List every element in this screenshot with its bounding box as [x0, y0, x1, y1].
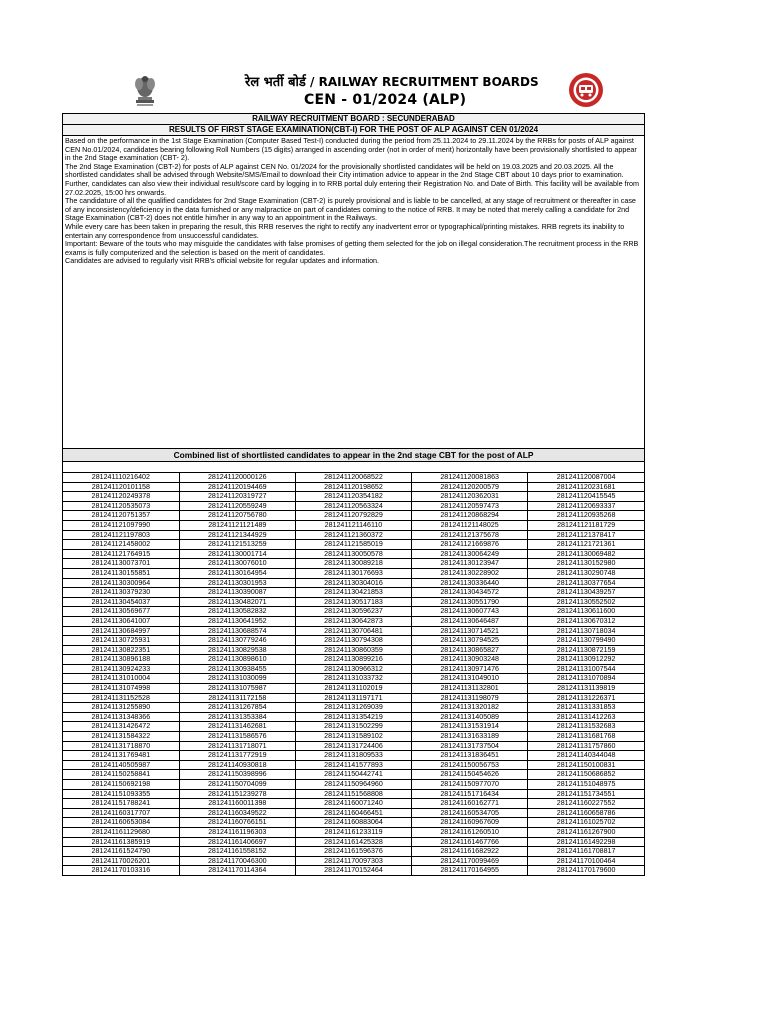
english-title: / RAILWAY RECRUITMENT BOARDS — [305, 75, 539, 89]
roll-number-cell: 281241130596237 — [295, 607, 411, 617]
roll-number-cell: 281241130971476 — [412, 664, 528, 674]
roll-number-cell: 281241131405089 — [412, 712, 528, 722]
roll-number-cell: 281241130860359 — [295, 645, 411, 655]
roll-number-cell: 281241130898610 — [179, 655, 295, 665]
roll-number-cell: 281241130684997 — [63, 626, 179, 636]
table-row — [63, 511, 644, 521]
roll-number-cell: 281241130176693 — [295, 568, 411, 578]
roll-number-cell: 281241130966312 — [295, 664, 411, 674]
roll-number-cell: 281241130725931 — [63, 636, 179, 646]
notice-paragraph: The candidature of all the qualified candidates for 2nd Stage Examination (CBT-2) is purely provisional and is liable to be cancelled, at any stage of recruitment or thereafter in case of any inconsistency/deficiency in the data furnished or any malpractice on part of candidates coming to the notice of RRB. It may be noted that merely calling a candidate for 2nd Stage Examination (CBT-2) does not entitle him/her in any way to an appointment in the Railways. — [65, 196, 636, 223]
roll-number-cell: 281241131836451 — [412, 751, 528, 761]
table-row — [63, 760, 644, 770]
roll-number-cell: 281241150258841 — [63, 770, 179, 780]
roll-number-cell: 281241131132801 — [412, 684, 528, 694]
national-emblem-icon — [130, 70, 160, 108]
roll-number-cell: 281241130582832 — [179, 607, 295, 617]
roll-number-cell: 281241131681768 — [528, 732, 644, 742]
roll-number-cell: 281241160658786 — [528, 808, 644, 818]
roll-number-cell: 281241130641007 — [63, 616, 179, 626]
roll-number-cell: 281241130454037 — [63, 597, 179, 607]
table-row — [63, 492, 644, 502]
roll-number-cell: 281241170046300 — [179, 856, 295, 866]
roll-number-cell: 281241150686852 — [528, 770, 644, 780]
indian-railways-logo-icon — [568, 72, 604, 108]
roll-number-table — [63, 473, 644, 875]
roll-number-cell: 281241131354219 — [295, 712, 411, 722]
blank-row — [63, 462, 644, 473]
roll-number-cell: 281241130794525 — [412, 636, 528, 646]
roll-number-cell: 281241131772919 — [179, 751, 295, 761]
notice-paragraph: While every care has been taken in preparing the result, this RRB reserves the right to rectify any inadvertent error or typographical/printing mistakes. RRB regrets its inability to entertain any correspondence from unsuccessful candidates. — [65, 221, 625, 240]
roll-number-cell: 281241131331853 — [528, 703, 644, 713]
table-row — [63, 837, 644, 847]
roll-number-cell: 281241121375678 — [412, 530, 528, 540]
roll-number-cell: 281241131589102 — [295, 732, 411, 742]
table-row — [63, 530, 644, 540]
table-row — [63, 626, 644, 636]
roll-number-cell: 281241131348366 — [63, 712, 179, 722]
roll-number-cell: 281241131737504 — [412, 741, 528, 751]
roll-number-cell: 281241121513259 — [179, 540, 295, 550]
roll-number-cell: 281241121121489 — [179, 520, 295, 530]
roll-number-cell: 281241130050578 — [295, 549, 411, 559]
table-row — [63, 520, 644, 530]
roll-number-cell: 281241130779246 — [179, 636, 295, 646]
roll-number-cell: 281241130924233 — [63, 664, 179, 674]
roll-number-cell: 281241160349522 — [179, 808, 295, 818]
roll-number-cell: 281241130069482 — [528, 549, 644, 559]
roll-number-cell: 281241130896188 — [63, 655, 179, 665]
roll-number-cell: 281241131010004 — [63, 674, 179, 684]
roll-number-cell: 281241121458002 — [63, 540, 179, 550]
table-row — [63, 645, 644, 655]
roll-number-cell: 281241161596376 — [295, 847, 411, 857]
roll-number-cell: 281241161196303 — [179, 827, 295, 837]
roll-number-cell: 281241130903248 — [412, 655, 528, 665]
roll-number-cell: 281241130228902 — [412, 568, 528, 578]
roll-number-cell: 281241131198079 — [412, 693, 528, 703]
table-row — [63, 636, 644, 646]
table-row — [63, 751, 644, 761]
notice-paragraph: The 2nd Stage Examination (CBT-2) for posts of ALP against CEN No. 01/2024 for the provisionally shortlisted candidates will be held on 19.03.2025 and 20.03.2025. All the shortlisted candidates shall be advised through Website/SMS/Email to download their City intimation advice to appear in the 2nd Stage CBT about 10 days prior to examination. — [65, 161, 624, 180]
roll-number-cell: 281241120362031 — [412, 492, 528, 502]
roll-number-cell: 281241130439257 — [528, 588, 644, 598]
roll-number-cell: 281241130642873 — [295, 616, 411, 626]
roll-number-cell: 281241130641952 — [179, 616, 295, 626]
roll-number-cell: 281241140344048 — [528, 751, 644, 761]
roll-number-cell: 281241121669876 — [412, 540, 528, 550]
table-row — [63, 789, 644, 799]
roll-number-cell: 281241121097990 — [63, 520, 179, 530]
roll-number-cell: 281241131033732 — [295, 674, 411, 684]
roll-number-cell: 281241131152528 — [63, 693, 179, 703]
notice-paragraph: Important: Beware of the touts who may misguide the candidates with false promises of getting them selected for the job on illegal consideration.The recruitment process in the RRB exams is fully computerized and the selection is based on the merit of candidates. — [65, 239, 639, 257]
roll-number-cell: 281241141577893 — [295, 760, 411, 770]
roll-number-cell: 281241150454626 — [412, 770, 528, 780]
roll-number-cell: 281241161385919 — [63, 837, 179, 847]
roll-number-cell: 281241150442741 — [295, 770, 411, 780]
roll-number-cell: 281241130379230 — [63, 588, 179, 598]
table-row — [63, 549, 644, 559]
roll-number-cell: 281241121148025 — [412, 520, 528, 530]
roll-number-cell: 281241131267854 — [179, 703, 295, 713]
roll-number-cell: 281241150704099 — [179, 780, 295, 790]
table-row — [63, 607, 644, 617]
hindi-title: रेल भर्ती बोर्ड — [245, 75, 306, 90]
table-row — [63, 655, 644, 665]
notice-paragraph: Further, candidates can also view their individual result/score card by logging in to RRB portal duly entering their Registration No. and Date of Birth. This facility will be available from 27.02.2025, 15:00 hrs onwards. — [65, 178, 639, 197]
roll-number-cell: 281241130899216 — [295, 655, 411, 665]
roll-number-cell: 281241131269039 — [295, 703, 411, 713]
table-row — [63, 847, 644, 857]
roll-number-cell: 281241151734551 — [528, 789, 644, 799]
roll-number-cell: 281241130799490 — [528, 636, 644, 646]
roll-number-cell: 281241170152464 — [295, 866, 411, 875]
roll-number-cell: 281241150692198 — [63, 780, 179, 790]
roll-number-cell: 281241130073701 — [63, 559, 179, 569]
table-row — [63, 693, 644, 703]
roll-number-cell: 281241130482071 — [179, 597, 295, 607]
roll-number-cell: 281241131532683 — [528, 722, 644, 732]
roll-number-cell: 281241150977070 — [412, 780, 528, 790]
roll-number-cell: 281241161708817 — [528, 847, 644, 857]
roll-number-cell: 281241130688574 — [179, 626, 295, 636]
roll-number-cell: 281241131255890 — [63, 703, 179, 713]
roll-number-cell: 281241161025702 — [528, 818, 644, 828]
roll-number-cell: 281241151093355 — [63, 789, 179, 799]
table-row — [63, 818, 644, 828]
roll-number-cell: 281241120081863 — [412, 473, 528, 482]
table-row — [63, 501, 644, 511]
roll-number-cell: 281241131586576 — [179, 732, 295, 742]
roll-number-cell: 281241120087004 — [528, 473, 644, 482]
roll-number-cell: 281241130714521 — [412, 626, 528, 636]
roll-number-cell: 281241131030099 — [179, 674, 295, 684]
roll-number-cell: 281241131633189 — [412, 732, 528, 742]
roll-number-cell: 281241121360372 — [295, 530, 411, 540]
roll-number-cell: 281241130552502 — [528, 597, 644, 607]
roll-number-cell: 281241161267900 — [528, 827, 644, 837]
table-row — [63, 722, 644, 732]
roll-number-cell: 281241131197171 — [295, 693, 411, 703]
table-row — [63, 482, 644, 492]
roll-number-cell: 281241140505987 — [63, 760, 179, 770]
table-row — [63, 780, 644, 790]
roll-number-cell: 281241131584322 — [63, 732, 179, 742]
table-row — [63, 808, 644, 818]
roll-number-cell: 281241130551790 — [412, 597, 528, 607]
roll-number-cell: 281241120249378 — [63, 492, 179, 502]
roll-number-cell: 281241150100831 — [528, 760, 644, 770]
roll-number-cell: 281241120535073 — [63, 501, 179, 511]
table-row — [63, 712, 644, 722]
roll-number-cell: 281241131102019 — [295, 684, 411, 694]
roll-number-cell: 281241130912292 — [528, 655, 644, 665]
rrb-title — [245, 72, 539, 90]
table-row — [63, 684, 644, 694]
roll-number-cell: 281241130569677 — [63, 607, 179, 617]
roll-number-cell: 281241130938455 — [179, 664, 295, 674]
table-row — [63, 770, 644, 780]
roll-number-cell: 281241130829538 — [179, 645, 295, 655]
roll-number-cell: 281241151568808 — [295, 789, 411, 799]
roll-number-cell: 281241131049010 — [412, 674, 528, 684]
roll-number-cell: 281241161524790 — [63, 847, 179, 857]
roll-number-cell: 281241131074998 — [63, 684, 179, 694]
notice-text — [63, 136, 644, 449]
roll-number-cell: 281241131769481 — [63, 751, 179, 761]
roll-number-cell: 281241120935268 — [528, 511, 644, 521]
roll-number-cell: 281241131172158 — [179, 693, 295, 703]
roll-number-cell: 281241161467766 — [412, 837, 528, 847]
roll-number-cell: 281241120693337 — [528, 501, 644, 511]
roll-number-cell: 281241130377654 — [528, 578, 644, 588]
roll-number-cell: 281241120194469 — [179, 482, 295, 492]
roll-number-cell: 281241130001714 — [179, 549, 295, 559]
roll-number-cell: 281241130872159 — [528, 645, 644, 655]
table-row — [63, 866, 644, 875]
notice-paragraph: Candidates are advised to regularly visit RRB's official website for regular updates and information. — [65, 256, 380, 266]
roll-number-cell: 281241130155851 — [63, 568, 179, 578]
roll-number-cell: 281241161260510 — [412, 827, 528, 837]
table-row — [63, 559, 644, 569]
cen-title: CEN - 01/2024 (ALP) — [304, 92, 467, 108]
roll-number-cell: 281241140930818 — [179, 760, 295, 770]
roll-number-cell: 281241120415545 — [528, 492, 644, 502]
roll-number-cell: 281241131320182 — [412, 703, 528, 713]
roll-number-cell: 281241160162771 — [412, 799, 528, 809]
roll-number-cell: 281241131412263 — [528, 712, 644, 722]
roll-number-cell: 281241130794308 — [295, 636, 411, 646]
table-row — [63, 664, 644, 674]
roll-number-cell: 281241151788241 — [63, 799, 179, 809]
roll-number-cell: 281241120756780 — [179, 511, 295, 521]
roll-number-cell: 281241131718071 — [179, 741, 295, 751]
roll-number-cell: 281241131718870 — [63, 741, 179, 751]
roll-number-table-body — [63, 473, 644, 875]
table-row — [63, 741, 644, 751]
roll-number-cell: 281241160967609 — [412, 818, 528, 828]
roll-number-cell: 281241130089218 — [295, 559, 411, 569]
table-row — [63, 856, 644, 866]
roll-number-cell: 281241170103316 — [63, 866, 179, 875]
board-title: RAILWAY RECRUITMENT BOARD : SECUNDERABAD — [63, 114, 644, 125]
roll-number-cell: 281241131757860 — [528, 741, 644, 751]
roll-number-cell: 281241160534705 — [412, 808, 528, 818]
roll-number-cell: 281241130300964 — [63, 578, 179, 588]
roll-number-cell: 281241161558152 — [179, 847, 295, 857]
roll-number-cell: 281241130390087 — [179, 588, 295, 598]
roll-number-cell: 281241110216402 — [63, 473, 179, 482]
roll-number-cell: 281241131139819 — [528, 684, 644, 694]
roll-number-cell: 281241120792829 — [295, 511, 411, 521]
table-row — [63, 616, 644, 626]
roll-number-cell: 281241131809533 — [295, 751, 411, 761]
roll-number-cell: 281241130290748 — [528, 568, 644, 578]
roll-number-cell: 281241130064249 — [412, 549, 528, 559]
roll-number-cell: 281241131724406 — [295, 741, 411, 751]
roll-number-cell: 281241121146110 — [295, 520, 411, 530]
table-row — [63, 703, 644, 713]
table-row — [63, 827, 644, 837]
roll-number-cell: 281241160466451 — [295, 808, 411, 818]
roll-number-cell: 281241161425328 — [295, 837, 411, 847]
table-row — [63, 578, 644, 588]
roll-number-cell: 281241150398996 — [179, 770, 295, 780]
roll-number-cell: 281241120751357 — [63, 511, 179, 521]
roll-number-cell: 281241161406697 — [179, 837, 295, 847]
roll-number-cell: 281241131462681 — [179, 722, 295, 732]
roll-number-cell: 281241120319727 — [179, 492, 295, 502]
roll-number-cell: 281241121344929 — [179, 530, 295, 540]
roll-number-cell: 281241121585019 — [295, 540, 411, 550]
roll-number-cell: 281241120000126 — [179, 473, 295, 482]
roll-number-cell: 281241160071240 — [295, 799, 411, 809]
roll-number-cell: 281241131502299 — [295, 722, 411, 732]
roll-number-cell: 281241150964960 — [295, 780, 411, 790]
table-row — [63, 473, 644, 482]
roll-number-cell: 281241130076010 — [179, 559, 295, 569]
roll-number-cell: 281241130611600 — [528, 607, 644, 617]
table-row — [63, 568, 644, 578]
roll-number-cell: 281241131353384 — [179, 712, 295, 722]
roll-number-cell: 281241161492298 — [528, 837, 644, 847]
roll-number-cell: 281241170097303 — [295, 856, 411, 866]
roll-number-cell: 281241131226371 — [528, 693, 644, 703]
roll-number-cell: 281241170100464 — [528, 856, 644, 866]
roll-number-cell: 281241130434572 — [412, 588, 528, 598]
roll-number-cell: 281241170026201 — [63, 856, 179, 866]
roll-number-cell: 281241160227552 — [528, 799, 644, 809]
roll-number-cell: 281241131075987 — [179, 684, 295, 694]
table-row — [63, 674, 644, 684]
combined-list-title: Combined list of shortlisted candidates to appear in the 2nd stage CBT for the post of ALP — [63, 449, 644, 462]
roll-number-cell: 281241170099469 — [412, 856, 528, 866]
roll-number-cell: 281241161129680 — [63, 827, 179, 837]
results-sheet — [62, 113, 645, 876]
roll-number-cell: 281241120231681 — [528, 482, 644, 492]
roll-number-cell: 281241121721361 — [528, 540, 644, 550]
roll-number-cell: 281241131007544 — [528, 664, 644, 674]
roll-number-cell: 281241120200579 — [412, 482, 528, 492]
roll-number-cell: 281241121378417 — [528, 530, 644, 540]
table-row — [63, 799, 644, 809]
roll-number-cell: 281241131426472 — [63, 722, 179, 732]
roll-number-cell: 281241130517183 — [295, 597, 411, 607]
roll-number-cell: 281241161233119 — [295, 827, 411, 837]
notice-paragraph: Based on the performance in the 1st Stage Examination (Computer Based Test-I) conducted during the period from 25.11.2024 to 29.11.2024 by the RRBs for posts of ALP against CEN No.01/2024, candidates bearing following Roll Numbers (15 digits) arranged in ascending order (not in order of merit) horizontally have been provisionally shortlisted to appear in the 2nd Stage examination (CBT- 2). — [65, 136, 637, 163]
roll-number-cell: 281241130646487 — [412, 616, 528, 626]
roll-number-cell: 281241170179600 — [528, 866, 644, 875]
roll-number-cell: 281241120559249 — [179, 501, 295, 511]
roll-number-cell: 281241151716434 — [412, 789, 528, 799]
roll-number-cell: 281241151239278 — [179, 789, 295, 799]
roll-number-cell: 281241130421853 — [295, 588, 411, 598]
roll-number-cell: 281241160653084 — [63, 818, 179, 828]
roll-number-cell: 281241130301953 — [179, 578, 295, 588]
roll-number-cell: 281241130123947 — [412, 559, 528, 569]
roll-number-cell: 281241120198652 — [295, 482, 411, 492]
roll-number-cell: 281241130164954 — [179, 568, 295, 578]
roll-number-cell: 281241120563324 — [295, 501, 411, 511]
roll-number-cell: 281241130670312 — [528, 616, 644, 626]
page-header — [60, 66, 645, 112]
roll-number-cell: 281241120101158 — [63, 482, 179, 492]
roll-number-cell: 281241130607743 — [412, 607, 528, 617]
roll-number-cell: 281241160317707 — [63, 808, 179, 818]
roll-number-cell: 281241130152980 — [528, 559, 644, 569]
roll-number-cell: 281241130822351 — [63, 645, 179, 655]
roll-number-cell: 281241161682922 — [412, 847, 528, 857]
roll-number-cell: 281241160011398 — [179, 799, 295, 809]
roll-number-cell: 281241160766151 — [179, 818, 295, 828]
roll-number-cell: 281241130706481 — [295, 626, 411, 636]
table-row — [63, 597, 644, 607]
roll-number-cell: 281241130865827 — [412, 645, 528, 655]
roll-number-cell: 281241170164955 — [412, 866, 528, 875]
roll-number-cell: 281241151048975 — [528, 780, 644, 790]
roll-number-cell: 281241120354182 — [295, 492, 411, 502]
roll-number-cell: 281241130718034 — [528, 626, 644, 636]
roll-number-cell: 281241170114364 — [179, 866, 295, 875]
roll-number-cell: 281241121181729 — [528, 520, 644, 530]
roll-number-cell: 281241131070894 — [528, 674, 644, 684]
roll-number-cell: 281241130336440 — [412, 578, 528, 588]
table-row — [63, 732, 644, 742]
roll-number-cell: 281241121764915 — [63, 549, 179, 559]
roll-number-cell: 281241120068522 — [295, 473, 411, 482]
results-title: RESULTS OF FIRST STAGE EXAMINATION(CBT-I) FOR THE POST OF ALP AGAINST CEN 01/2024 — [63, 125, 644, 136]
table-row — [63, 588, 644, 598]
roll-number-cell: 281241120597473 — [412, 501, 528, 511]
roll-number-cell: 281241150056753 — [412, 760, 528, 770]
roll-number-cell: 281241160883064 — [295, 818, 411, 828]
table-row — [63, 540, 644, 550]
roll-number-cell: 281241130304016 — [295, 578, 411, 588]
roll-number-cell: 281241121197803 — [63, 530, 179, 540]
roll-number-cell: 281241120868294 — [412, 511, 528, 521]
roll-number-cell: 281241131531914 — [412, 722, 528, 732]
